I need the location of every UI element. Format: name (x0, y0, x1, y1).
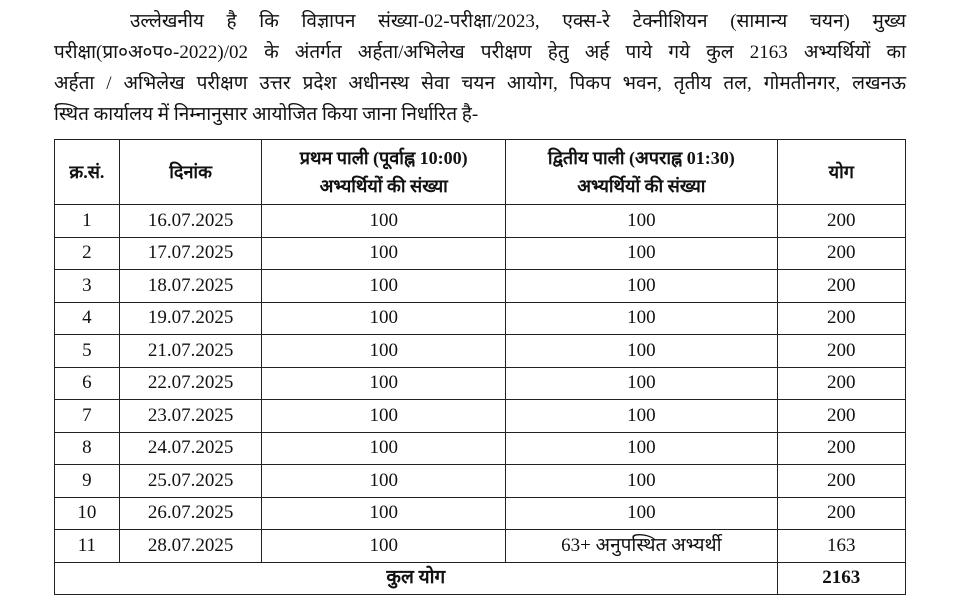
cell-total: 163 (777, 530, 905, 563)
cell-total: 200 (777, 205, 905, 238)
cell-date: 23.07.2025 (119, 400, 262, 433)
cell-date: 28.07.2025 (119, 530, 262, 563)
cell-second-shift: 100 (506, 400, 778, 433)
table-row (55, 497, 906, 530)
cell-date: 16.07.2025 (119, 205, 262, 238)
table-row (55, 530, 906, 563)
schedule-table (54, 139, 906, 595)
cell-first-shift: 100 (262, 530, 506, 563)
header-second-shift-line1: द्वितीय पाली (अपराह्न 01:30) (547, 148, 735, 168)
grand-total-value: 2163 (777, 562, 905, 595)
cell-total: 200 (777, 270, 905, 303)
cell-serial: 7 (55, 400, 120, 433)
cell-first-shift: 100 (262, 367, 506, 400)
cell-first-shift: 100 (262, 302, 506, 335)
cell-serial: 8 (55, 432, 120, 465)
cell-total: 200 (777, 335, 905, 368)
cell-first-shift: 100 (262, 205, 506, 238)
grand-total-label: कुल योग (55, 562, 778, 595)
cell-total: 200 (777, 465, 905, 498)
cell-serial: 6 (55, 367, 120, 400)
cell-serial: 9 (55, 465, 120, 498)
cell-second-shift: 100 (506, 335, 778, 368)
header-date: दिनांक (119, 140, 262, 205)
paragraph-line-3: अर्हता / अभिलेख परीक्षण उत्तर प्रदेश अधीनस्थ सेवा चयन आयोग, पिकप भवन, तृतीय तल, गोमतीनगर, लखनऊ (54, 73, 906, 94)
cell-second-shift: 100 (506, 302, 778, 335)
cell-serial: 1 (55, 205, 120, 238)
cell-date: 21.07.2025 (119, 335, 262, 368)
cell-serial: 4 (55, 302, 120, 335)
paragraph-line-1: उल्लेखनीय है कि विज्ञापन संख्या-02-परीक्षा/2023, एक्स-रे टेक्नीशियन (सामान्य चयन) मुख्य (130, 11, 906, 32)
table-row (55, 270, 906, 303)
header-first-shift-line1: प्रथम पाली (पूर्वाह्न 10:00) (299, 148, 468, 168)
cell-first-shift: 100 (262, 497, 506, 530)
cell-date: 22.07.2025 (119, 367, 262, 400)
cell-total: 200 (777, 237, 905, 270)
cell-date: 24.07.2025 (119, 432, 262, 465)
cell-total: 200 (777, 497, 905, 530)
cell-second-shift: 100 (506, 497, 778, 530)
paragraph-line-4: स्थित कार्यालय में निम्नानुसार आयोजित किया जाना निर्धारित है- (54, 104, 479, 125)
cell-total: 200 (777, 432, 905, 465)
header-total: योग (777, 140, 905, 205)
table-header-row (55, 140, 906, 205)
header-second-shift (506, 140, 778, 205)
cell-serial: 5 (55, 335, 120, 368)
table-row (55, 465, 906, 498)
cell-second-shift: 100 (506, 432, 778, 465)
header-second-shift-line2: अभ्यर्थियों की संख्या (577, 176, 706, 196)
table-row (55, 367, 906, 400)
cell-second-shift: 100 (506, 237, 778, 270)
paragraph-line-2: परीक्षा(प्रा०अ०प०-2022)/02 के अंतर्गत अर्हता/अभिलेख परीक्षण हेतु अर्ह पाये गये कुल 2163 अभ्यर्थियों का (54, 42, 906, 63)
cell-first-shift: 100 (262, 400, 506, 433)
cell-serial: 11 (55, 530, 120, 563)
cell-first-shift: 100 (262, 335, 506, 368)
table-row (55, 205, 906, 238)
table-row (55, 335, 906, 368)
cell-second-shift: 63+ अनुपस्थित अभ्यर्थी (506, 530, 778, 563)
cell-date: 26.07.2025 (119, 497, 262, 530)
cell-date: 18.07.2025 (119, 270, 262, 303)
cell-second-shift: 100 (506, 205, 778, 238)
cell-second-shift: 100 (506, 367, 778, 400)
cell-serial: 3 (55, 270, 120, 303)
cell-serial: 10 (55, 497, 120, 530)
cell-first-shift: 100 (262, 432, 506, 465)
cell-second-shift: 100 (506, 270, 778, 303)
cell-second-shift: 100 (506, 465, 778, 498)
header-first-shift (262, 140, 506, 205)
table-row (55, 400, 906, 433)
cell-total: 200 (777, 302, 905, 335)
header-first-shift-line2: अभ्यर्थियों की संख्या (319, 176, 448, 196)
table-row (55, 432, 906, 465)
cell-total: 200 (777, 400, 905, 433)
cell-date: 25.07.2025 (119, 465, 262, 498)
grand-total-row (55, 562, 906, 595)
cell-date: 17.07.2025 (119, 237, 262, 270)
cell-first-shift: 100 (262, 465, 506, 498)
cell-date: 19.07.2025 (119, 302, 262, 335)
cell-first-shift: 100 (262, 270, 506, 303)
header-serial: क्र.सं. (55, 140, 120, 205)
cell-first-shift: 100 (262, 237, 506, 270)
intro-paragraph (54, 6, 906, 130)
cell-serial: 2 (55, 237, 120, 270)
table-row (55, 302, 906, 335)
table-row (55, 237, 906, 270)
cell-total: 200 (777, 367, 905, 400)
